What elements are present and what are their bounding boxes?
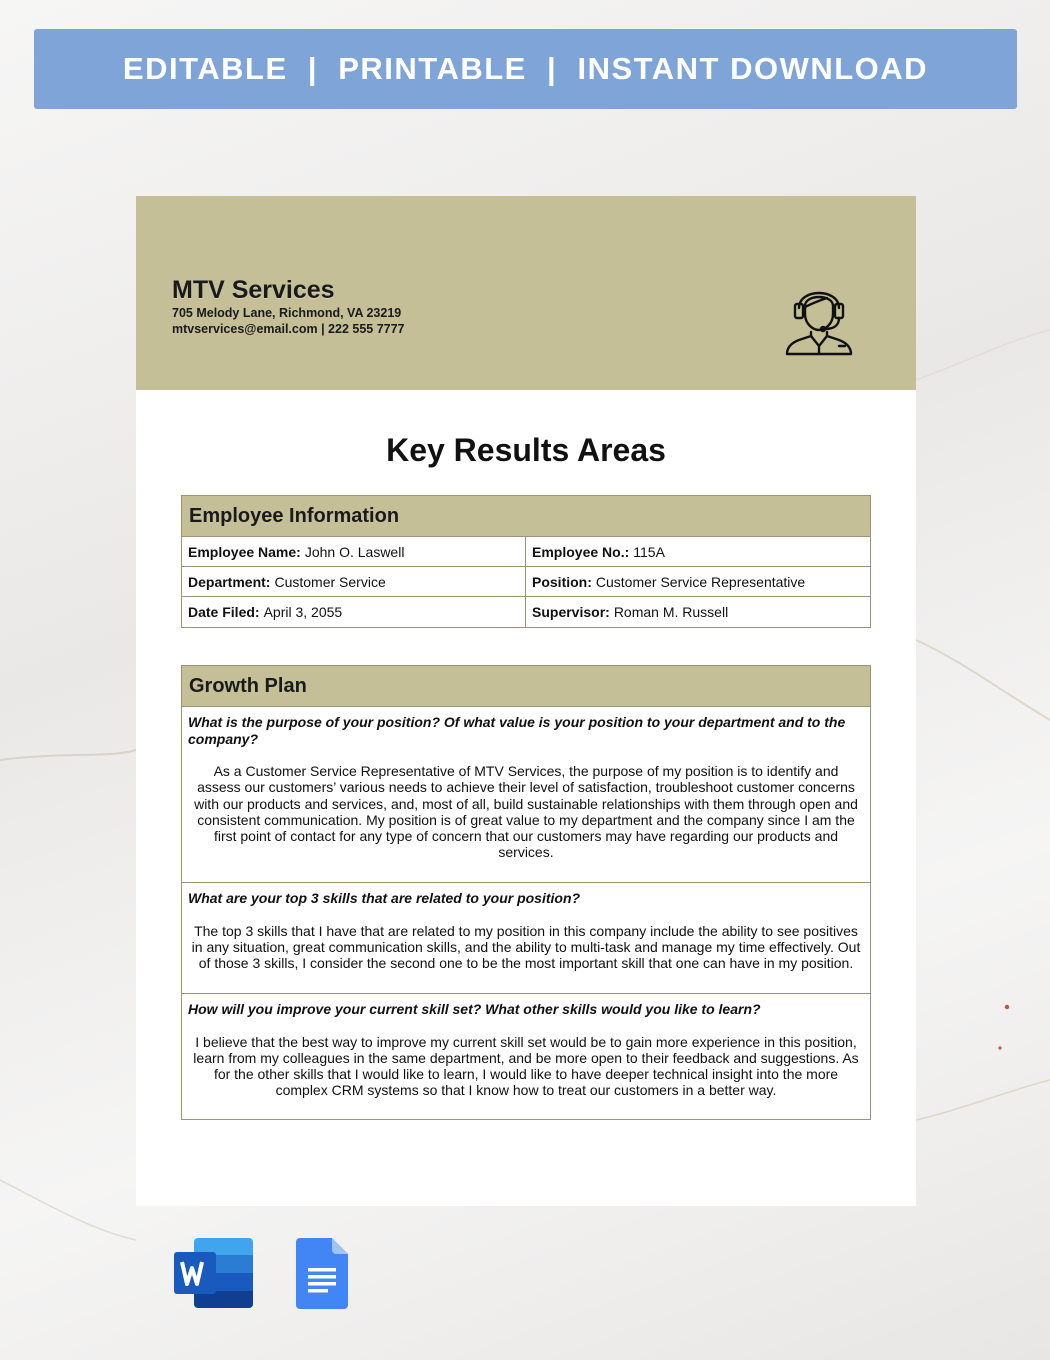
field-value: Customer Service Representative — [595, 573, 806, 590]
field-label: Employee No.: — [532, 543, 630, 560]
answer: The top 3 skills that I have that are related to my position in this company include the ability to see positives in any situation, great communication skills, and the ability to multi-task and manage my time effectively. Out of those 3 skills, I consider the second one to be the most important skill that one can have in my position. — [191, 922, 861, 972]
banner-text: EDITABLE | PRINTABLE | INSTANT DOWNLOAD — [122, 51, 929, 86]
table-row — [182, 537, 870, 567]
growth-plan-section — [181, 665, 871, 1120]
section-heading: Growth Plan — [182, 666, 870, 707]
field-value: John O. Laswell — [304, 543, 405, 560]
question: What is the purpose of your position? Of what value is your position to your department and to the company? — [188, 714, 846, 747]
employee-info-section — [181, 495, 871, 628]
microsoft-word-icon[interactable] — [174, 1238, 254, 1308]
table-cell — [182, 537, 526, 566]
field-label: Supervisor: — [532, 604, 610, 620]
company-name: MTV Services — [172, 276, 335, 304]
company-address: 705 Melody Lane, Richmond, VA 23219 — [172, 306, 402, 320]
table-cell — [526, 597, 870, 627]
table-cell — [526, 537, 870, 566]
answer: I believe that the best way to improve my current skill set would be to gain more experience in this position, learn from my colleagues in the same department, and be more open to their feedback and suggestions. As for the other skills that I would like to learn, I would like to have deeper technical insight into the more complex CRM systems so that I know how to treat our customers in a better way. — [193, 1033, 859, 1099]
question: What are your top 3 skills that are related to your position? — [188, 890, 581, 906]
document-title: Key Results Areas — [386, 432, 666, 468]
question: How will you improve your current skill set? What other skills would you like to learn? — [188, 1001, 761, 1017]
field-value: April 3, 2055 — [263, 604, 343, 620]
growth-plan-item — [182, 707, 870, 883]
growth-plan-item — [182, 994, 870, 1119]
customer-service-agent-icon — [781, 274, 857, 356]
answer: As a Customer Service Representative of MTV Services, the purpose of my position is to identify and assess our customers’ various needs to achieve their level of satisfaction, troubleshoot customer concerns with our products and services, and, most of all, build sustainable relationships with them through open and consistent communication. My position is of great value to my department and the company since I am the first point of contact for any type of concern that our customers may have regarding our products and services. — [194, 763, 858, 861]
google-docs-icon[interactable] — [296, 1238, 348, 1309]
table-row — [182, 597, 870, 627]
letterhead — [136, 196, 916, 390]
field-label: Date Filed: — [188, 604, 260, 620]
field-value: 115A — [633, 543, 665, 560]
company-contact: mtvservices@email.com | 222 555 7777 — [172, 322, 405, 336]
table-row — [182, 567, 870, 597]
field-label: Department: — [188, 573, 271, 590]
field-label: Position: — [532, 573, 592, 590]
table-cell — [182, 567, 526, 596]
field-label: Employee Name: — [188, 543, 301, 560]
growth-plan-item — [182, 883, 870, 994]
promo-banner — [34, 29, 1017, 109]
section-heading: Employee Information — [182, 496, 870, 537]
table-cell — [526, 567, 870, 596]
table-cell — [182, 597, 526, 627]
field-value: Customer Service — [274, 573, 386, 590]
document-page — [136, 196, 916, 1206]
field-value: Roman M. Russell — [613, 604, 729, 620]
